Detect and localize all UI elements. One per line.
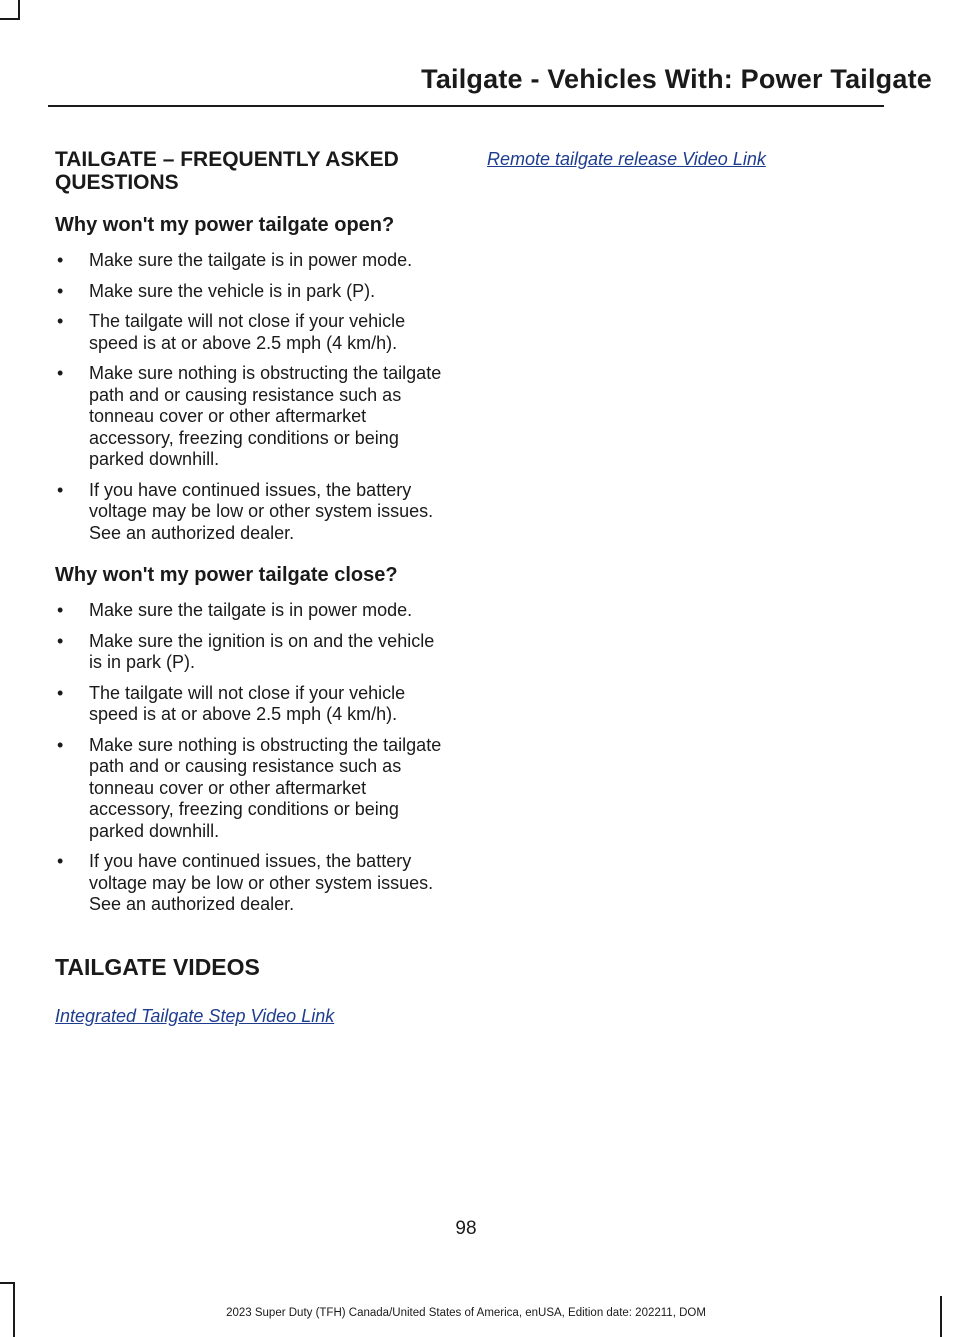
- faq-question-close: Why won't my power tailgate close?: [55, 564, 398, 586]
- list-item: • Make sure the ignition is on and the vehicle is in park (P).: [57, 630, 435, 672]
- faq-heading: TAILGATE – FREQUENTLY ASKED QUESTIONS: [55, 148, 399, 194]
- faq-answers-open: [55, 250, 450, 544]
- bullet-icon: •: [57, 311, 64, 331]
- list-item: • Make sure the tailgate is in power mode.: [57, 250, 413, 270]
- list-item: • Make sure the vehicle is in park (P).: [57, 280, 376, 301]
- list-item: • If you have continued issues, the battery voltage may be low or other system issues. See an authorized dealer.: [57, 479, 434, 543]
- list-item: • Make sure nothing is obstructing the tailgate path and or causing resistance such as tonneau cover or other aftermarket accessory, freezing conditions or being parked downhill.: [57, 734, 442, 841]
- integrated-tailgate-step-video-link[interactable]: Integrated Tailgate Step Video Link: [55, 1005, 335, 1026]
- faq-answers-close: [55, 600, 450, 916]
- left-column: [55, 148, 450, 1027]
- page-header-title: Tailgate - Vehicles With: Power Tailgate: [421, 64, 932, 94]
- bullet-icon: •: [57, 250, 64, 270]
- crop-mark: [18, 0, 20, 20]
- faq-question-open: Why won't my power tailgate open?: [55, 214, 395, 236]
- bullet-icon: •: [57, 630, 64, 651]
- page-number: 98: [455, 1218, 477, 1239]
- videos-heading: TAILGATE VIDEOS: [55, 953, 260, 980]
- crop-mark: [0, 18, 20, 20]
- crop-mark: [0, 1282, 15, 1284]
- list-item: • The tailgate will not close if your vehicle speed is at or above 2.5 mph (4 km/h).: [57, 311, 406, 353]
- list-item: • The tailgate will not close if your vehicle speed is at or above 2.5 mph (4 km/h).: [57, 682, 406, 724]
- bullet-icon: •: [57, 363, 64, 383]
- bullet-icon: •: [57, 682, 64, 703]
- bullet-icon: •: [57, 734, 64, 755]
- bullet-icon: •: [57, 600, 64, 620]
- crop-mark: [940, 1296, 942, 1337]
- edition-footer: 2023 Super Duty (TFH) Canada/United States of America, enUSA, Edition date: 202211, DOM: [226, 1307, 706, 1319]
- list-item: • Make sure the tailgate is in power mode.: [57, 600, 413, 620]
- list-item: • Make sure nothing is obstructing the tailgate path and or causing resistance such as tonneau cover or other aftermarket accessory, freezing conditions or being parked downhill.: [57, 363, 442, 469]
- bullet-icon: •: [57, 280, 64, 301]
- header-divider: [48, 105, 884, 107]
- right-column: [487, 148, 907, 170]
- list-item: • If you have continued issues, the battery voltage may be low or other system issues. See an authorized dealer.: [57, 851, 434, 914]
- remote-tailgate-release-video-link[interactable]: Remote tailgate release Video Link: [487, 149, 766, 169]
- bullet-icon: •: [57, 479, 64, 500]
- bullet-icon: •: [57, 851, 64, 871]
